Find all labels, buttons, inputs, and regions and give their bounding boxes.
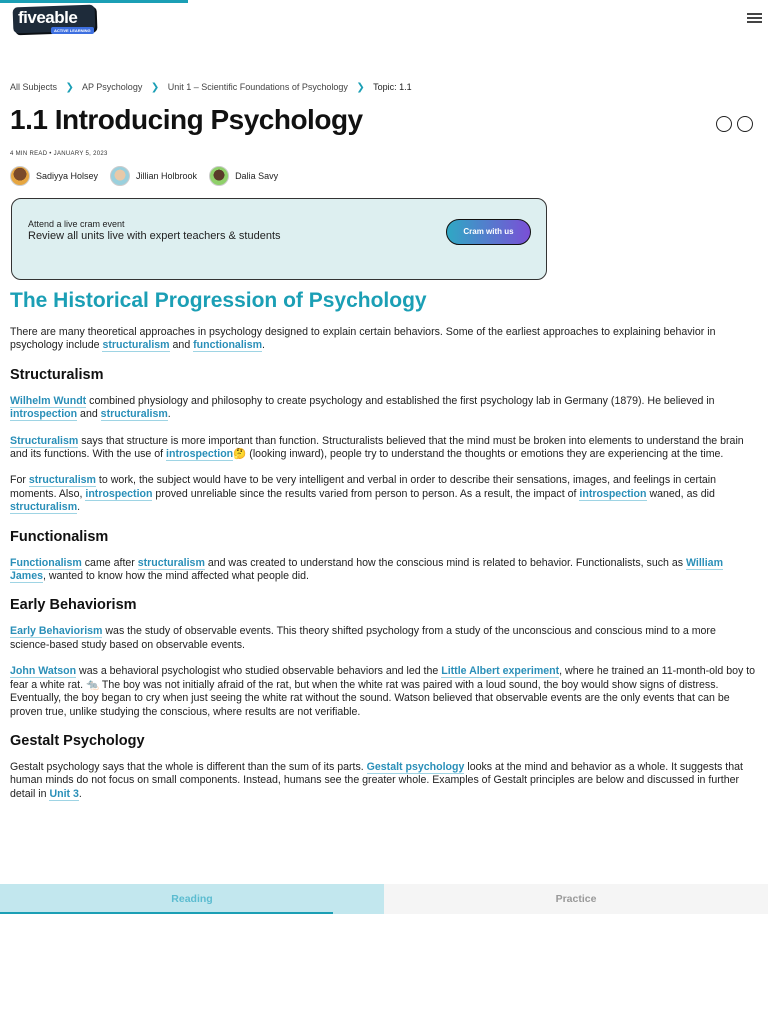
text: The boy was not initially afraid of the rat, but when the white rat was paired with a loud sound, the boy would show signs of distress. Eventually, the boy began to cry when just seeing the white rat without the sound. Watson believed that observable events are the only events that can be proven true, unlike studying the conscious, where results are not verifiable.: [10, 678, 730, 718]
tab-practice[interactable]: Practice: [384, 884, 768, 914]
heading-structuralism: Structuralism: [10, 366, 104, 383]
text: .: [262, 339, 265, 352]
breadcrumb-unit-1[interactable]: Unit 1 – Scientific Foundations of Psychology: [167, 82, 348, 92]
breadcrumb: [10, 82, 412, 93]
paragraph: [10, 395, 758, 422]
share-icon[interactable]: [716, 116, 732, 132]
chevron-right-icon: ❯: [150, 82, 160, 93]
tab-reading[interactable]: Reading: [0, 884, 384, 914]
author-item[interactable]: [110, 166, 197, 186]
keyword-link[interactable]: Wilhelm Wundt: [10, 394, 87, 407]
bookmark-icon[interactable]: [737, 116, 753, 132]
paragraph: [10, 665, 758, 719]
keyword-link[interactable]: Gestalt psychology: [366, 760, 465, 773]
text: , wanted to know how the mind affected what people did.: [43, 570, 309, 583]
text: came after: [81, 556, 138, 569]
heading-functionalism: Functionalism: [10, 528, 109, 545]
thinking-face-icon: 🤔: [233, 448, 247, 461]
section-title: The Historical Progression of Psychology: [10, 289, 427, 312]
reading-progress-bar: [0, 0, 188, 3]
text: , where he trained an 11-month-old boy to fear a white rat.: [10, 665, 756, 691]
chevron-right-icon: ❯: [356, 82, 365, 93]
text: For: [10, 474, 29, 487]
keyword-link[interactable]: introspection: [579, 487, 647, 500]
paragraph: [10, 474, 758, 514]
page-title: 1.1 Introducing Psychology: [10, 104, 363, 135]
keyword-link[interactable]: introspection: [10, 408, 78, 421]
text: Gestalt psychology says that the whole is different than the sum of its parts.: [10, 760, 367, 773]
cram-subtitle: Review all units live with expert teachers & students: [28, 230, 281, 242]
text: combined physiology and philosophy to create psychology and established the first psychology lab in Germany (1879). He believed in: [86, 394, 715, 407]
text: .: [78, 787, 82, 800]
text: proved unreliable since the results varied from person to person. As a result, the impact of: [152, 487, 580, 500]
share-actions: [716, 116, 754, 137]
paragraph: [10, 625, 758, 652]
text: and: [169, 339, 194, 352]
text: looks at the mind and behavior as a whole. It suggests that human minds do not focus on small components. Instead, humans see the greater whole. Examples of Gestalt principles are below and discussed in further detail in: [10, 760, 743, 800]
text: and: [77, 408, 101, 421]
cram-label: Attend a live cram event: [28, 219, 125, 229]
avatar: [110, 166, 130, 186]
cram-event-banner: [11, 198, 547, 280]
text: There are many theoretical approaches in psychology designed to explain certain behaviors. Some of the earliest approaches to explaining behavior in psychology include: [10, 326, 716, 352]
rat-icon: 🐀: [85, 678, 100, 691]
author-name: Jillian Holbrook: [136, 171, 198, 181]
avatar: [209, 166, 229, 186]
text: was a behavioral psychologist who studied observable behaviors and led the: [76, 665, 442, 678]
author-name: Dalia Savy: [235, 171, 279, 181]
cram-with-us-button[interactable]: Cram with us: [446, 219, 531, 245]
text: (looking inward), people try to understand the thoughts or emotions they are experiencing at the time.: [246, 448, 724, 461]
breadcrumb-all-subjects[interactable]: All Subjects: [10, 82, 58, 92]
fiveable-logo[interactable]: [13, 6, 97, 38]
logo-tagline: ACTIVE LEARNING: [51, 27, 94, 34]
text: waned, as did: [646, 487, 715, 500]
keyword-link[interactable]: structuralism: [28, 474, 96, 487]
author-name: Sadiyya Holsey: [36, 171, 99, 181]
paragraph: [10, 557, 758, 584]
keyword-link[interactable]: structuralism: [10, 501, 78, 514]
keyword-link[interactable]: Functionalism: [10, 556, 82, 569]
keyword-link[interactable]: Early Behaviorism: [10, 625, 103, 638]
keyword-link[interactable]: functionalism: [193, 339, 263, 352]
heading-early-behaviorism: Early Behaviorism: [10, 597, 137, 614]
paragraph: [10, 435, 758, 462]
article-meta: 4 MIN READ • JANUARY 5, 2023: [10, 151, 108, 157]
heading-gestalt-psychology: Gestalt Psychology: [10, 732, 145, 749]
intro-paragraph: [10, 326, 758, 353]
keyword-link[interactable]: Little Albert experiment: [441, 665, 560, 678]
text: .: [167, 408, 171, 421]
author-list: [10, 166, 278, 186]
logo-text: fiveable: [18, 8, 78, 27]
keyword-link[interactable]: Structuralism: [10, 434, 79, 447]
breadcrumb-ap-psychology[interactable]: AP Psychology: [81, 82, 143, 92]
text: was the study of observable events. This theory shifted psychology from a study of the unconscious and conscious mind to a more science-based study based on observable events.: [10, 625, 716, 651]
bottom-tab-bar: [0, 884, 768, 914]
article-body: [10, 326, 758, 814]
active-tab-indicator: [0, 912, 333, 914]
avatar: [10, 166, 30, 186]
keyword-link[interactable]: introspection: [85, 487, 153, 500]
author-item[interactable]: [209, 166, 278, 186]
keyword-link[interactable]: William James: [10, 556, 723, 583]
paragraph: [10, 761, 758, 801]
keyword-link[interactable]: structuralism: [102, 339, 170, 352]
author-item[interactable]: [10, 166, 98, 186]
keyword-link[interactable]: introspection: [166, 448, 234, 461]
keyword-link[interactable]: John Watson: [10, 665, 77, 678]
text: says that structure is more important than function. Structuralists believed that the mind must be broken into elements to understand the brain and its functions. With the use of: [10, 434, 744, 461]
hamburger-menu-icon[interactable]: [747, 13, 762, 25]
text: to work, the subject would have to be very intelligent and verbal in order to describe their sensations, images, and feelings in certain moments. Also,: [10, 474, 717, 500]
breadcrumb-current-topic: Topic: 1.1: [373, 82, 412, 92]
text: and was created to understand how the conscious mind is related to behavior. Functionalists, such as: [204, 556, 686, 569]
keyword-link[interactable]: structuralism: [100, 408, 168, 421]
text: .: [77, 501, 81, 514]
keyword-link[interactable]: Unit 3: [49, 787, 79, 800]
chevron-right-icon: ❯: [65, 82, 74, 93]
keyword-link[interactable]: structuralism: [137, 556, 205, 569]
